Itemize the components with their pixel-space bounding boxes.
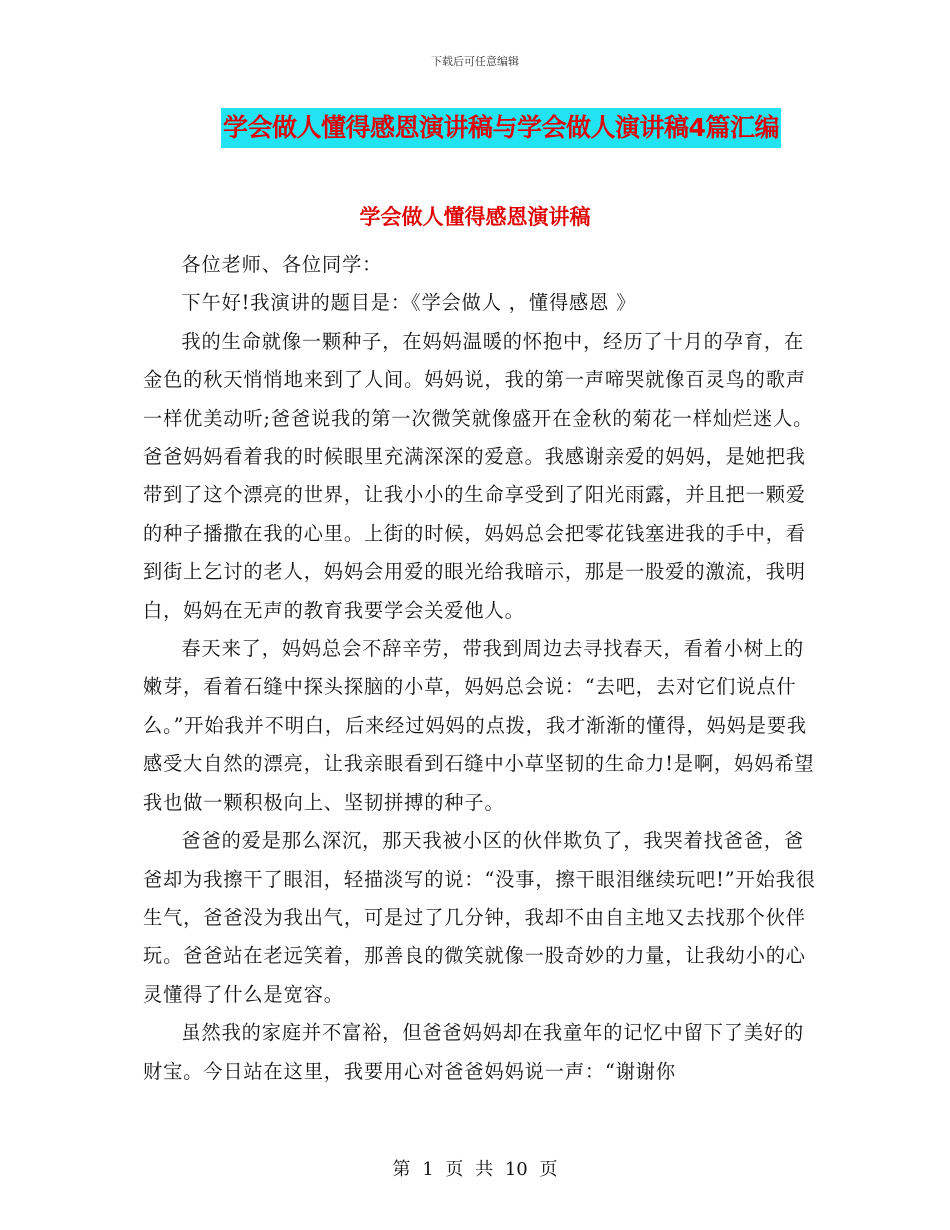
document-main-title: 学会做人懂得感恩演讲稿与学会做人演讲稿4篇汇编 (221, 108, 781, 148)
paragraph: 春天来了，妈妈总会不辞辛劳，带我到周边去寻找春天，看着小树上的嫩芽，看着石缝中探头探脑的小草，妈妈总会说：“去吧，去对它们说点什么。”开始我并不明白，后来经过妈妈的点拨，我才渐渐的懂得，妈妈是要我感受大自然的漂亮，让我亲眼看到石缝中小草坚韧的生命力!是啊，妈妈希望我也做一颗积极向上、坚韧拼搏的种子。 (143, 637, 815, 814)
document-body (143, 246, 823, 1091)
paragraph-salutation: 各位老师、各位同学： (181, 253, 383, 276)
paragraph-greeting: 下午好!我演讲的题目是：《学会做人 ，懂得感恩 》 (181, 291, 637, 315)
section-title: 学会做人懂得感恩演讲稿 (359, 205, 591, 229)
main-title-container (0, 108, 950, 148)
page-number-footer: 第 1 页 共 10 页 (392, 1159, 558, 1180)
paragraph: 虽然我的家庭并不富裕，但爸爸妈妈却在我童年的记忆中留下了美好的财宝。今日站在这里，我要用心对爸爸妈妈说一声：“谢谢你 (143, 1021, 805, 1083)
paragraph: 我的生命就像一颗种子，在妈妈温暖的怀抱中，经历了十月的孕育，在金色的秋天悄悄地来到了人间。妈妈说，我的第一声啼哭就像百灵鸟的歌声一样优美动听;爸爸说我的第一次微笑就像盛开在金秋的菊花一样灿烂迷人。爸爸妈妈看着我的时候眼里充满深深的爱意。我感谢亲爱的妈妈，是她把我带到了这个漂亮的世界，让我小小的生命享受到了阳光雨露，并且把一颗爱的种子播撒在我的心里。上街的时候，妈妈总会把零花钱塞进我的手中，看到街上乞讨的老人，妈妈会用爱的眼光给我暗示，那是一股爱的激流，我明白，妈妈在无声的教育我要学会关爱他人。 (143, 329, 814, 622)
page-header-note: 下载后可任意编辑 (431, 55, 519, 68)
paragraph: 爸爸的爱是那么深沉，那天我被小区的伙伴欺负了，我哭着找爸爸，爸爸却为我擦干了眼泪，轻描淡写的说：“没事，擦干眼泪继续玩吧!”开始我很生气，爸爸没为我出气，可是过了几分钟，我却不由自主地又去找那个伙伴玩。爸爸站在老远笑着，那善良的微笑就像一股奇妙的力量，让我幼小的心灵懂得了什么是宽容。 (143, 829, 816, 1006)
